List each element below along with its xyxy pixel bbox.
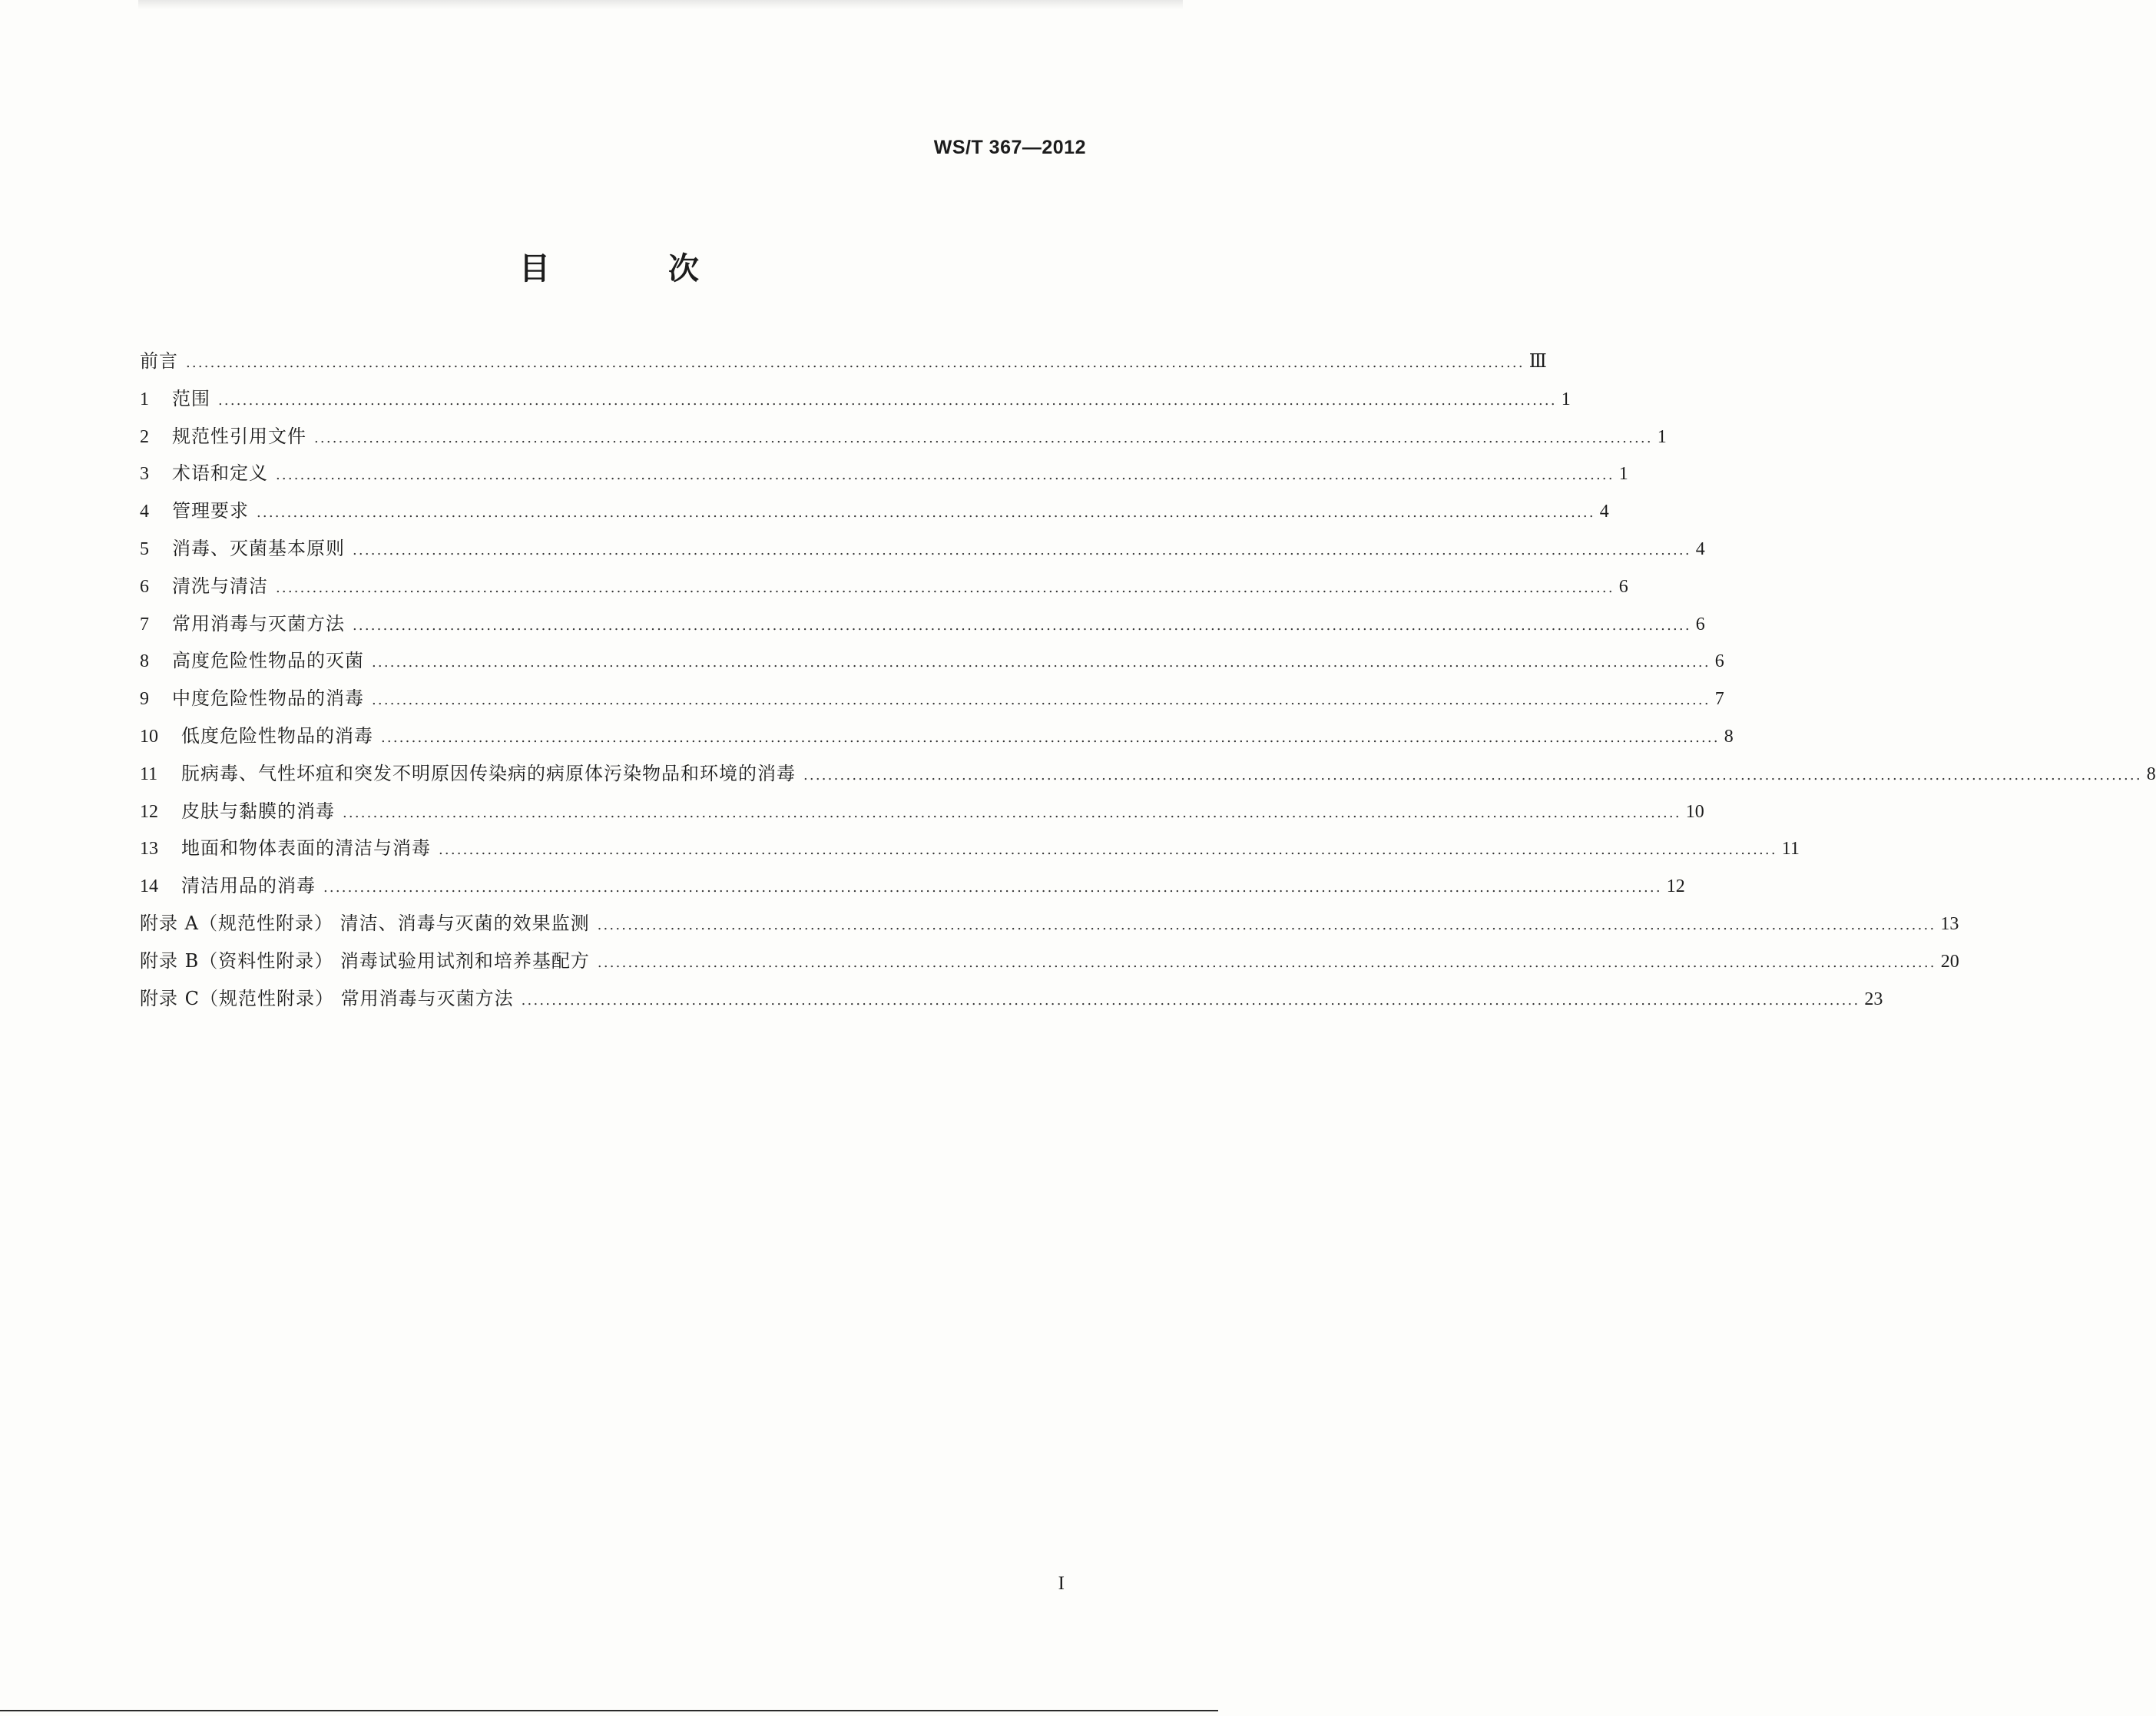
toc-entry-title: 附录 C（规范性附录） 常用消毒与灭菌方法 [140, 987, 514, 1009]
toc-leader-dots: ............................................................................................................................................................................................................................ [218, 392, 1557, 409]
toc-entry-number: 7 [140, 614, 149, 634]
toc-entry[interactable] [140, 343, 1547, 380]
toc-entry-appendix-c[interactable] [140, 980, 1883, 1018]
toc-entry-page: 23 [1864, 989, 1883, 1009]
toc-leader-dots: ............................................................................................................................................................................................................................ [803, 767, 2142, 783]
toc-entry[interactable] [140, 717, 1734, 755]
toc-entry[interactable] [140, 455, 1628, 492]
toc-entry-number: 8 [140, 651, 149, 672]
toc-leader-dots: ............................................................................................................................................................................................................................ [257, 505, 1595, 522]
toc-entry-page: Ⅲ [1528, 352, 1547, 372]
toc-leader-dots: ............................................................................................................................................................................................................................ [314, 429, 1653, 446]
toc-entry-title: 地面和物体表面的清洁与消毒 [181, 837, 431, 860]
toc-leader-dots: ............................................................................................................................................................................................................................ [381, 729, 1720, 746]
toc-entry-number: 4 [140, 502, 149, 522]
toc-leader-dots: ............................................................................................................................................................................................................................ [597, 916, 1936, 933]
toc-entry[interactable] [140, 867, 1685, 905]
toc-entry-page: 6 [1695, 614, 1705, 634]
toc-leader-dots: ............................................................................................................................................................................................................................ [276, 579, 1615, 596]
toc-entry-appendix-a[interactable] [140, 905, 1959, 942]
toc-entry[interactable] [140, 492, 1609, 530]
toc-leader-dots: ............................................................................................................................................................................................................................ [372, 692, 1711, 709]
toc-entry-title: 低度危险性物品的消毒 [181, 724, 373, 747]
toc-leader-dots: ............................................................................................................................................................................................................................ [323, 880, 1662, 896]
toc-leader-dots: ............................................................................................................................................................................................................................ [353, 617, 1691, 634]
toc-entry[interactable] [140, 605, 1705, 643]
toc-entry-title: 高度危险性物品的灭菌 [172, 650, 364, 672]
toc-entry[interactable] [140, 680, 1724, 717]
toc-entry-number: 11 [140, 764, 158, 784]
toc-entry-title: 管理要求 [172, 500, 249, 522]
toc-entry-number: 10 [140, 726, 158, 747]
scan-edge-shadow [138, 0, 1183, 9]
toc-entry-number: 2 [140, 426, 149, 447]
toc-entry-title: 朊病毒、气性坏疽和突发不明原因传染病的病原体污染物品和环境的消毒 [181, 762, 796, 784]
toc-entry-number: 12 [140, 801, 158, 822]
toc-entry[interactable] [140, 830, 1800, 867]
toc-entry-page: 8 [1724, 726, 1734, 747]
toc-leader-dots: ............................................................................................................................................................................................................................ [343, 804, 1681, 821]
toc-entry-page: 12 [1666, 876, 1685, 897]
toc-entry-title: 术语和定义 [172, 462, 268, 485]
toc-leader-dots: ............................................................................................................................................................................................................................ [521, 992, 1860, 1009]
toc-entry-page: 6 [1714, 651, 1724, 672]
toc-entry-page: 1 [1657, 426, 1667, 447]
table-of-contents [140, 343, 2156, 1017]
toc-entry-number: 5 [140, 538, 149, 559]
toc-entry-appendix-b[interactable] [140, 942, 1959, 980]
toc-entry-page: 6 [1618, 576, 1628, 597]
toc-entry[interactable] [140, 793, 1704, 830]
toc-entry-title: 中度危险性物品的消毒 [172, 687, 364, 710]
toc-entry-page: 1 [1618, 464, 1628, 485]
toc-leader-dots: ............................................................................................................................................................................................................................ [276, 467, 1615, 484]
toc-entry-title: 消毒、灭菌基本原则 [172, 537, 345, 559]
toc-entry[interactable] [140, 755, 2156, 793]
toc-leader-dots: ............................................................................................................................................................................................................................ [372, 654, 1711, 671]
toc-entry-page: 4 [1695, 538, 1705, 559]
toc-entry-title: 清洗与清洁 [172, 575, 268, 597]
toc-entry-page: 1 [1561, 389, 1571, 409]
toc-entry-title: 附录 A（规范性附录） 清洁、消毒与灭菌的效果监测 [140, 912, 590, 934]
toc-entry-number: 9 [140, 689, 149, 710]
toc-leader-dots: ............................................................................................................................................................................................................................ [353, 542, 1691, 558]
toc-leader-dots: ............................................................................................................................................................................................................................ [186, 355, 1525, 371]
toc-entry-title: 范围 [172, 387, 210, 409]
toc-entry-title: 常用消毒与灭菌方法 [172, 612, 345, 634]
toc-entry-number: 14 [140, 876, 158, 897]
toc-entry-number: 6 [140, 576, 149, 597]
toc-entry-page: 4 [1599, 502, 1609, 522]
toc-leader-dots: ............................................................................................................................................................................................................................ [597, 954, 1936, 971]
page-number: I [1058, 1573, 1065, 1594]
toc-entry-title: 前言 [140, 350, 178, 372]
toc-entry-number: 1 [140, 389, 149, 409]
toc-entry-title: 规范性引用文件 [172, 425, 306, 447]
toc-entry-page: 10 [1685, 801, 1704, 822]
toc-entry-number: 13 [140, 839, 158, 860]
toc-entry[interactable] [140, 380, 1571, 418]
toc-entry-title: 附录 B（资料性附录） 消毒试验用试剂和培养基配方 [140, 949, 590, 972]
toc-entry-page: 8 [2146, 764, 2156, 784]
standard-code: WS/T 367—2012 [933, 137, 1086, 158]
bottom-rule [0, 1710, 1218, 1711]
toc-entry-title: 清洁用品的消毒 [181, 875, 316, 897]
toc-title: 目 次 [519, 251, 753, 287]
toc-entry-page: 11 [1781, 839, 1800, 860]
toc-entry-number: 3 [140, 464, 149, 485]
toc-entry-title: 皮肤与黏膜的消毒 [181, 800, 335, 822]
toc-entry[interactable] [140, 418, 1667, 456]
toc-entry-page: 13 [1940, 913, 1959, 934]
toc-entry-page: 7 [1714, 689, 1724, 710]
toc-leader-dots: ............................................................................................................................................................................................................................ [439, 842, 1777, 859]
toc-entry-page: 20 [1940, 951, 1959, 972]
toc-entry[interactable] [140, 530, 1705, 568]
toc-entry[interactable] [140, 568, 1628, 605]
toc-entry[interactable] [140, 642, 1724, 680]
